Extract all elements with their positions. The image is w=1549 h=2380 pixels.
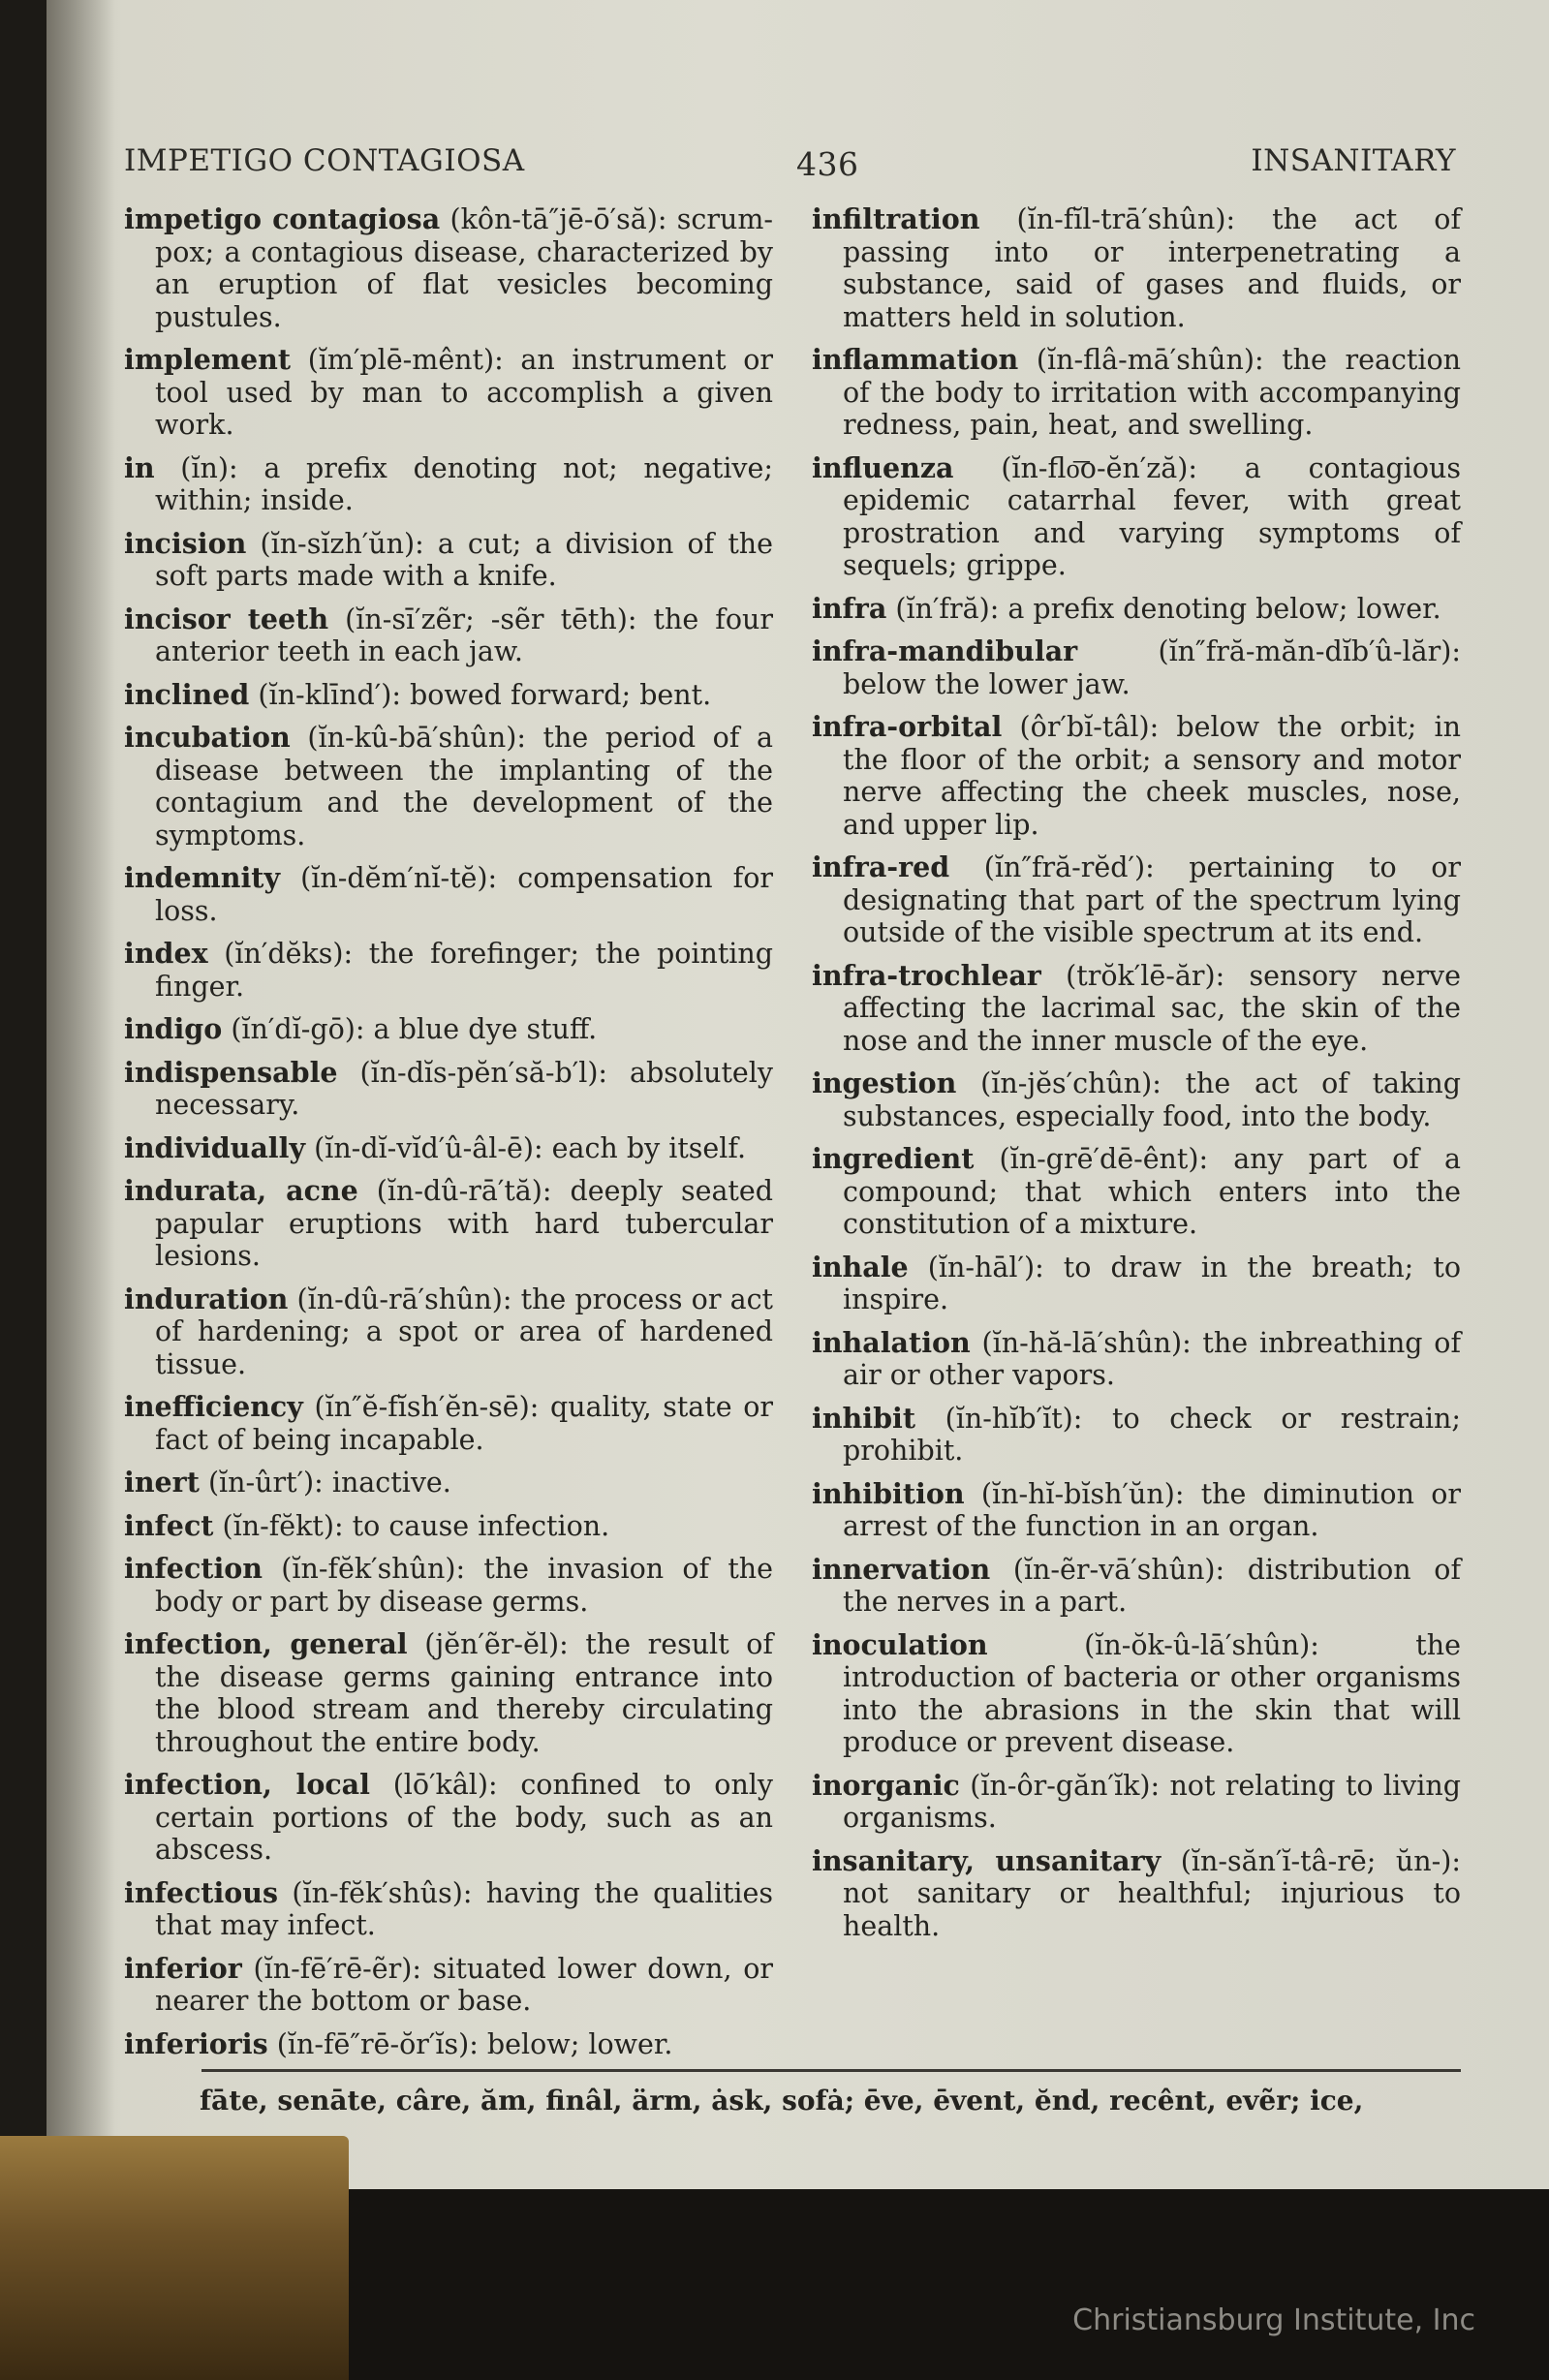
entry-term: infection: [124, 1552, 263, 1585]
dictionary-entry: [812, 711, 1461, 841]
dictionary-entry: [812, 635, 1461, 700]
entry-term: infra-trochlear: [812, 958, 1041, 992]
dictionary-entry: [812, 1143, 1461, 1241]
dictionary-entry: [812, 1403, 1461, 1468]
entry-term: infectious: [124, 1875, 279, 1909]
guide-word-right: INSANITARY: [1251, 143, 1456, 178]
entry-definition: (ĭn-jĕs′chûn): the act of taking substances, especially food, into the body.: [843, 1067, 1461, 1132]
entry-definition: (ĭn-dû-rā′shûn): the process or act of hardening; a spot or area of hardened tissue.: [155, 1283, 773, 1380]
entry-term: ingredient: [812, 1142, 975, 1175]
dictionary-entry: [124, 528, 773, 593]
entry-term: impetigo contagiosa: [124, 202, 441, 235]
entry-term: inflammation: [812, 343, 1019, 376]
dictionary-entry: [124, 1013, 773, 1046]
dictionary-entry: [124, 1283, 773, 1381]
entry-term: inert: [124, 1466, 200, 1499]
entry-term: indurata, acne: [124, 1174, 358, 1207]
dictionary-entry: [812, 1629, 1461, 1759]
entry-definition: (ĭn-hĭ-bĭsh′ŭn): the diminution or arrest of the function in an organ.: [843, 1477, 1461, 1542]
entry-term: insanitary, unsanitary: [812, 1843, 1162, 1877]
dictionary-entry: [124, 203, 773, 333]
entry-term: inclined: [124, 677, 250, 711]
entry-term: infra-orbital: [812, 710, 1003, 743]
entry-term: ingestion: [812, 1066, 957, 1099]
entry-term: inhalation: [812, 1325, 971, 1359]
dictionary-entry: [124, 1953, 773, 2018]
entry-term: infra-mandibular: [812, 634, 1078, 667]
entry-term: incision: [124, 526, 247, 560]
entry-definition: (ĭn-hāl′): to draw in the breath; to inspire.: [843, 1251, 1461, 1315]
entry-definition: (ĭn″fră-rĕd′): pertaining to or designating that part of the spectrum lying outside of the visible spectrum at its end.: [843, 851, 1462, 948]
entry-definition: (ĭn-flo͞o-ĕn′ză): a contagious epidemic catarrhal fever, with great prostration and varying symptoms of sequels; grippe.: [843, 451, 1462, 581]
dictionary-entry: [124, 452, 773, 517]
entry-definition: (ĭm′plē-mênt): an instrument or tool used by man to accomplish a given work.: [155, 344, 773, 441]
dictionary-entry: [124, 862, 773, 927]
guide-word-left: IMPETIGO CONTAGIOSA: [124, 143, 525, 178]
dictionary-entry: [124, 1769, 773, 1867]
left-column: [124, 203, 773, 2071]
entry-definition: (ĭn′fră): a prefix denoting below; lower.: [895, 592, 1441, 625]
entry-term: infiltration: [812, 202, 980, 235]
dictionary-entry: [812, 1478, 1461, 1543]
dictionary-entry: [812, 960, 1461, 1058]
dictionary-entry: [124, 1628, 773, 1758]
entry-definition: (ĭn-ôr-găn′ĭk): not relating to living organisms.: [843, 1769, 1461, 1834]
entry-term: incisor teeth: [124, 602, 329, 635]
dictionary-entry: [124, 1877, 773, 1942]
entry-term: indigo: [124, 1012, 223, 1045]
entry-definition: (ĭn-fē′rē-ẽr): situated lower down, or nearer the bottom or base.: [155, 1952, 773, 2017]
entry-definition: (ĭn′dĕks): the forefinger; the pointing finger.: [155, 938, 774, 1003]
watermark: Christiansburg Institute, Inc: [1072, 2303, 1475, 2337]
dictionary-entry: [124, 938, 773, 1003]
dictionary-entry: [812, 593, 1461, 626]
dictionary-entry: [124, 1132, 773, 1165]
entry-term: inorganic: [812, 1768, 960, 1802]
entry-definition: (ĭn″ĕ-fĭsh′ĕn-sē): quality, state or fact of being incapable.: [155, 1391, 773, 1456]
entry-term: incubation: [124, 721, 291, 754]
dictionary-entry: [812, 1845, 1461, 1943]
entry-definition: (ĭn-dĭs-pĕn′să-b′l): absolutely necessary.: [155, 1056, 773, 1121]
spine-shadow: [46, 0, 114, 2189]
dictionary-entry: [124, 679, 773, 712]
entry-definition: (ĭn-fĭl-trā′shûn): the act of passing into or interpenetrating a substance, said of gases and fluids, or matters held in solution.: [843, 203, 1462, 333]
entry-term: implement: [124, 343, 292, 376]
entry-term: infra: [812, 591, 887, 625]
dictionary-entry: [812, 1067, 1461, 1132]
entry-term: innervation: [812, 1552, 991, 1586]
entry-definition: (ĭn-dû-rā′tă): deeply seated papular eruptions with hard tubercular lesions.: [155, 1175, 773, 1272]
entry-term: induration: [124, 1282, 289, 1315]
entry-term: indemnity: [124, 861, 281, 894]
entry-definition: (ĭn-hĭb′ĭt): to check or restrain; prohibit.: [843, 1402, 1462, 1467]
entry-definition: (ĭn-ẽr-vā′shûn): distribution of the nerves in a part.: [843, 1553, 1462, 1618]
entry-term: inhale: [812, 1250, 909, 1283]
entry-definition: (ĭn′dĭ-gō): a blue dye stuff.: [231, 1013, 598, 1045]
dictionary-entry: [124, 722, 773, 851]
entry-term: index: [124, 937, 208, 970]
entry-definition: (jĕn′ẽr-ĕl): the result of the disease germs gaining entrance into the blood stream and thereby circulating throughout the entire body.: [155, 1628, 773, 1758]
dictionary-entry: [124, 2028, 773, 2061]
entry-term: inferioris: [124, 2026, 268, 2060]
entry-definition: (trŏk′lē-ăr): sensory nerve affecting the lacrimal sac, the skin of the nose and the inner muscle of the eye.: [843, 959, 1461, 1057]
entry-definition: (ĭn-ûrt′): inactive.: [207, 1467, 451, 1499]
entry-definition: (ĭn-sī′zẽr; -sẽr tēth): the four anterior teeth in each jaw.: [155, 603, 773, 667]
entry-definition: (lō′kâl): confined to only certain portions of the body, such as an abscess.: [155, 1769, 774, 1866]
dictionary-entry: [812, 344, 1461, 442]
entry-definition: (ĭn-ŏk-û-lā′shûn): the introduction of bacteria or other organisms into the abrasions in the skin that will produce or prevent disease.: [843, 1628, 1461, 1758]
dictionary-entry: [812, 1252, 1461, 1316]
dictionary-entry: [812, 851, 1461, 949]
dictionary-entry: [124, 1175, 773, 1273]
entry-term: in: [124, 450, 155, 484]
book-cover-corner: [0, 2136, 349, 2380]
entry-definition: (ĭn-kû-bā′shûn): the period of a disease between the implanting of the contagium and the development of the symptoms.: [155, 722, 773, 851]
dictionary-entry: [812, 203, 1461, 333]
dictionary-entry: [812, 1327, 1461, 1392]
dictionary-entry: [124, 603, 773, 668]
entry-definition: (ĭn-fĕk′shûs): having the qualities that may infect.: [155, 1876, 774, 1941]
entry-term: infect: [124, 1508, 214, 1542]
entry-definition: (ĭn-flâ-mā′shûn): the reaction of the body to irritation with accompanying redness, pain, heat, and swelling.: [843, 344, 1461, 441]
right-column: [812, 203, 1461, 1953]
dictionary-entry: [812, 452, 1461, 582]
entry-term: inhibition: [812, 1476, 965, 1510]
entry-term: infection, local: [124, 1768, 370, 1801]
entry-definition: (ĭn-hă-lā′shûn): the inbreathing of air or other vapors.: [843, 1326, 1462, 1391]
entry-definition: (ôr′bĭ-tâl): below the orbit; in the floor of the orbit; a sensory and motor nerve affecting the cheek muscles, nose, and upper lip.: [843, 711, 1462, 841]
entry-definition: (ĭn-sĭzh′ŭn): a cut; a division of the soft parts made with a knife.: [155, 527, 773, 592]
running-head: [124, 143, 1456, 192]
dictionary-entry: [124, 1467, 773, 1499]
entry-term: infection, general: [124, 1627, 408, 1660]
entry-definition: (ĭn-fĕk′shûn): the invasion of the body or part by disease germs.: [155, 1553, 773, 1618]
entry-definition: (ĭn-klīnd′): bowed forward; bent.: [258, 678, 712, 711]
dictionary-entry: [124, 1553, 773, 1618]
dictionary-entry: [124, 344, 773, 442]
entry-definition: (ĭn-fē″rē-ŏr′ĭs): below; lower.: [276, 2027, 673, 2060]
entry-definition: (ĭn″fră-măn-dĭb′û-lăr): below the lower jaw.: [843, 635, 1461, 700]
entry-definition: (kôn-tā″jē-ō′să): scrum-pox; a contagious disease, characterized by an eruption of flat vesicles becoming pustules.: [155, 203, 773, 333]
entry-term: inefficiency: [124, 1390, 303, 1423]
entry-term: inferior: [124, 1951, 242, 1985]
entry-definition: (ĭn-grē′dē-ênt): any part of a compound; that which enters into the constitution of a mixture.: [843, 1143, 1461, 1240]
entry-term: influenza: [812, 450, 954, 484]
dictionary-entry: [812, 1554, 1461, 1619]
entry-term: individually: [124, 1130, 306, 1164]
entry-definition: (ĭn-săn′ĭ-tâ-rē; ŭn-): not sanitary or healthful; injurious to health.: [843, 1844, 1461, 1942]
entry-term: indispensable: [124, 1055, 338, 1089]
entry-definition: (ĭn-dĭ-vĭd′û-âl-ē): each by itself.: [314, 1131, 747, 1164]
entry-term: inoculation: [812, 1627, 988, 1661]
entry-term: inhibit: [812, 1401, 916, 1435]
entry-definition: (ĭn-fĕkt): to cause infection.: [222, 1509, 610, 1542]
dictionary-entry: [124, 1510, 773, 1543]
entry-definition: (ĭn): a prefix denoting not; negative; within; inside.: [155, 451, 773, 516]
entry-definition: (ĭn-dĕm′nĭ-tĕ): compensation for loss.: [155, 862, 773, 927]
page-number: 436: [796, 145, 859, 183]
pronunciation-key: fāte, senāte, câre, ăm, finâl, ärm, ȧsk, sofȧ; ēve, ēvent, ĕnd, recênt, evẽr; ice,: [200, 2085, 1364, 2117]
dictionary-entry: [124, 1057, 773, 1122]
dictionary-entry: [124, 1391, 773, 1456]
dictionary-entry: [812, 1770, 1461, 1835]
entry-term: infra-red: [812, 850, 950, 883]
footer-rule: [201, 2069, 1461, 2072]
